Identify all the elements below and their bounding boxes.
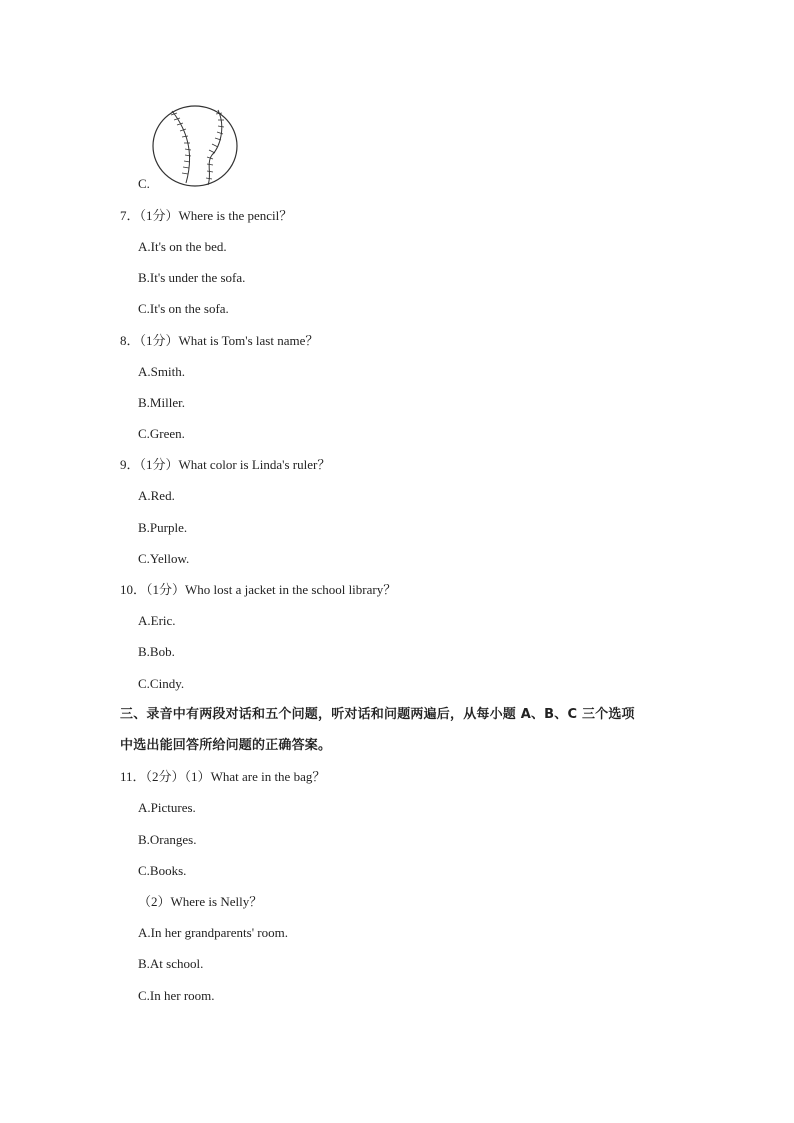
option-b: B.At school.: [138, 956, 204, 971]
option-c: C.It's on the sofa.: [138, 301, 229, 316]
question-8: [120, 333, 318, 349]
question-score: （1分）: [139, 457, 179, 472]
question-text: Where is the pencil？: [178, 208, 293, 223]
subquestion-2: [138, 894, 262, 910]
subquestion-label: （1）: [184, 769, 211, 784]
option-c: C.Cindy.: [138, 676, 185, 691]
question-10: [120, 582, 396, 598]
option-c: C.Yellow.: [138, 551, 190, 566]
option-c: C.Books.: [138, 863, 187, 878]
option-b: B.Miller.: [138, 395, 185, 410]
option-a: A.Eric.: [138, 613, 176, 628]
section-3-heading-line-2: 中选出能回答所给问题的正确答案。: [120, 738, 332, 753]
subquestion-label: （2）: [138, 894, 171, 909]
option-b: B.Purple.: [138, 520, 188, 535]
option-a: A.Pictures.: [138, 800, 196, 815]
question-11: [120, 769, 325, 785]
section-3-heading-line-1: 三、录音中有两段对话和五个问题，听对话和问题两遍后，从每小题 A、B、C 三个选项: [120, 707, 635, 722]
question-text: Who lost a jacket in the school library？: [185, 582, 397, 597]
question-score: （2分）: [145, 769, 185, 784]
option-b: B.Oranges.: [138, 832, 197, 847]
option-b: B.It's under the sofa.: [138, 270, 246, 285]
question-score: （1分）: [146, 582, 186, 597]
question-score: （1分）: [139, 208, 179, 223]
subquestion-text: What are in the bag？: [210, 769, 326, 784]
question-text: What color is Linda's ruler？: [178, 457, 331, 472]
question-score: （1分）: [139, 333, 179, 348]
option-b: B.Bob.: [138, 644, 175, 659]
question-number: 7．: [120, 208, 140, 223]
question-number: 10．: [120, 582, 147, 597]
option-c: C.In her room.: [138, 988, 215, 1003]
option-c: C.Green.: [138, 426, 185, 441]
option-a: A.Smith.: [138, 364, 185, 379]
option-a: A.In her grandparents' room.: [138, 925, 288, 940]
question-text: What is Tom's last name？: [178, 333, 319, 348]
question-number: 9．: [120, 457, 140, 472]
question-7: [120, 208, 292, 224]
option-a: A.It's on the bed.: [138, 239, 227, 254]
question-9: [120, 457, 330, 473]
option-c-label: C.: [138, 176, 150, 191]
subquestion-text: Where is Nelly？: [170, 894, 263, 909]
question-number: 8．: [120, 333, 140, 348]
baseball-icon: [150, 103, 240, 189]
question-number: 11．: [120, 769, 146, 784]
option-a: A.Red.: [138, 488, 175, 503]
